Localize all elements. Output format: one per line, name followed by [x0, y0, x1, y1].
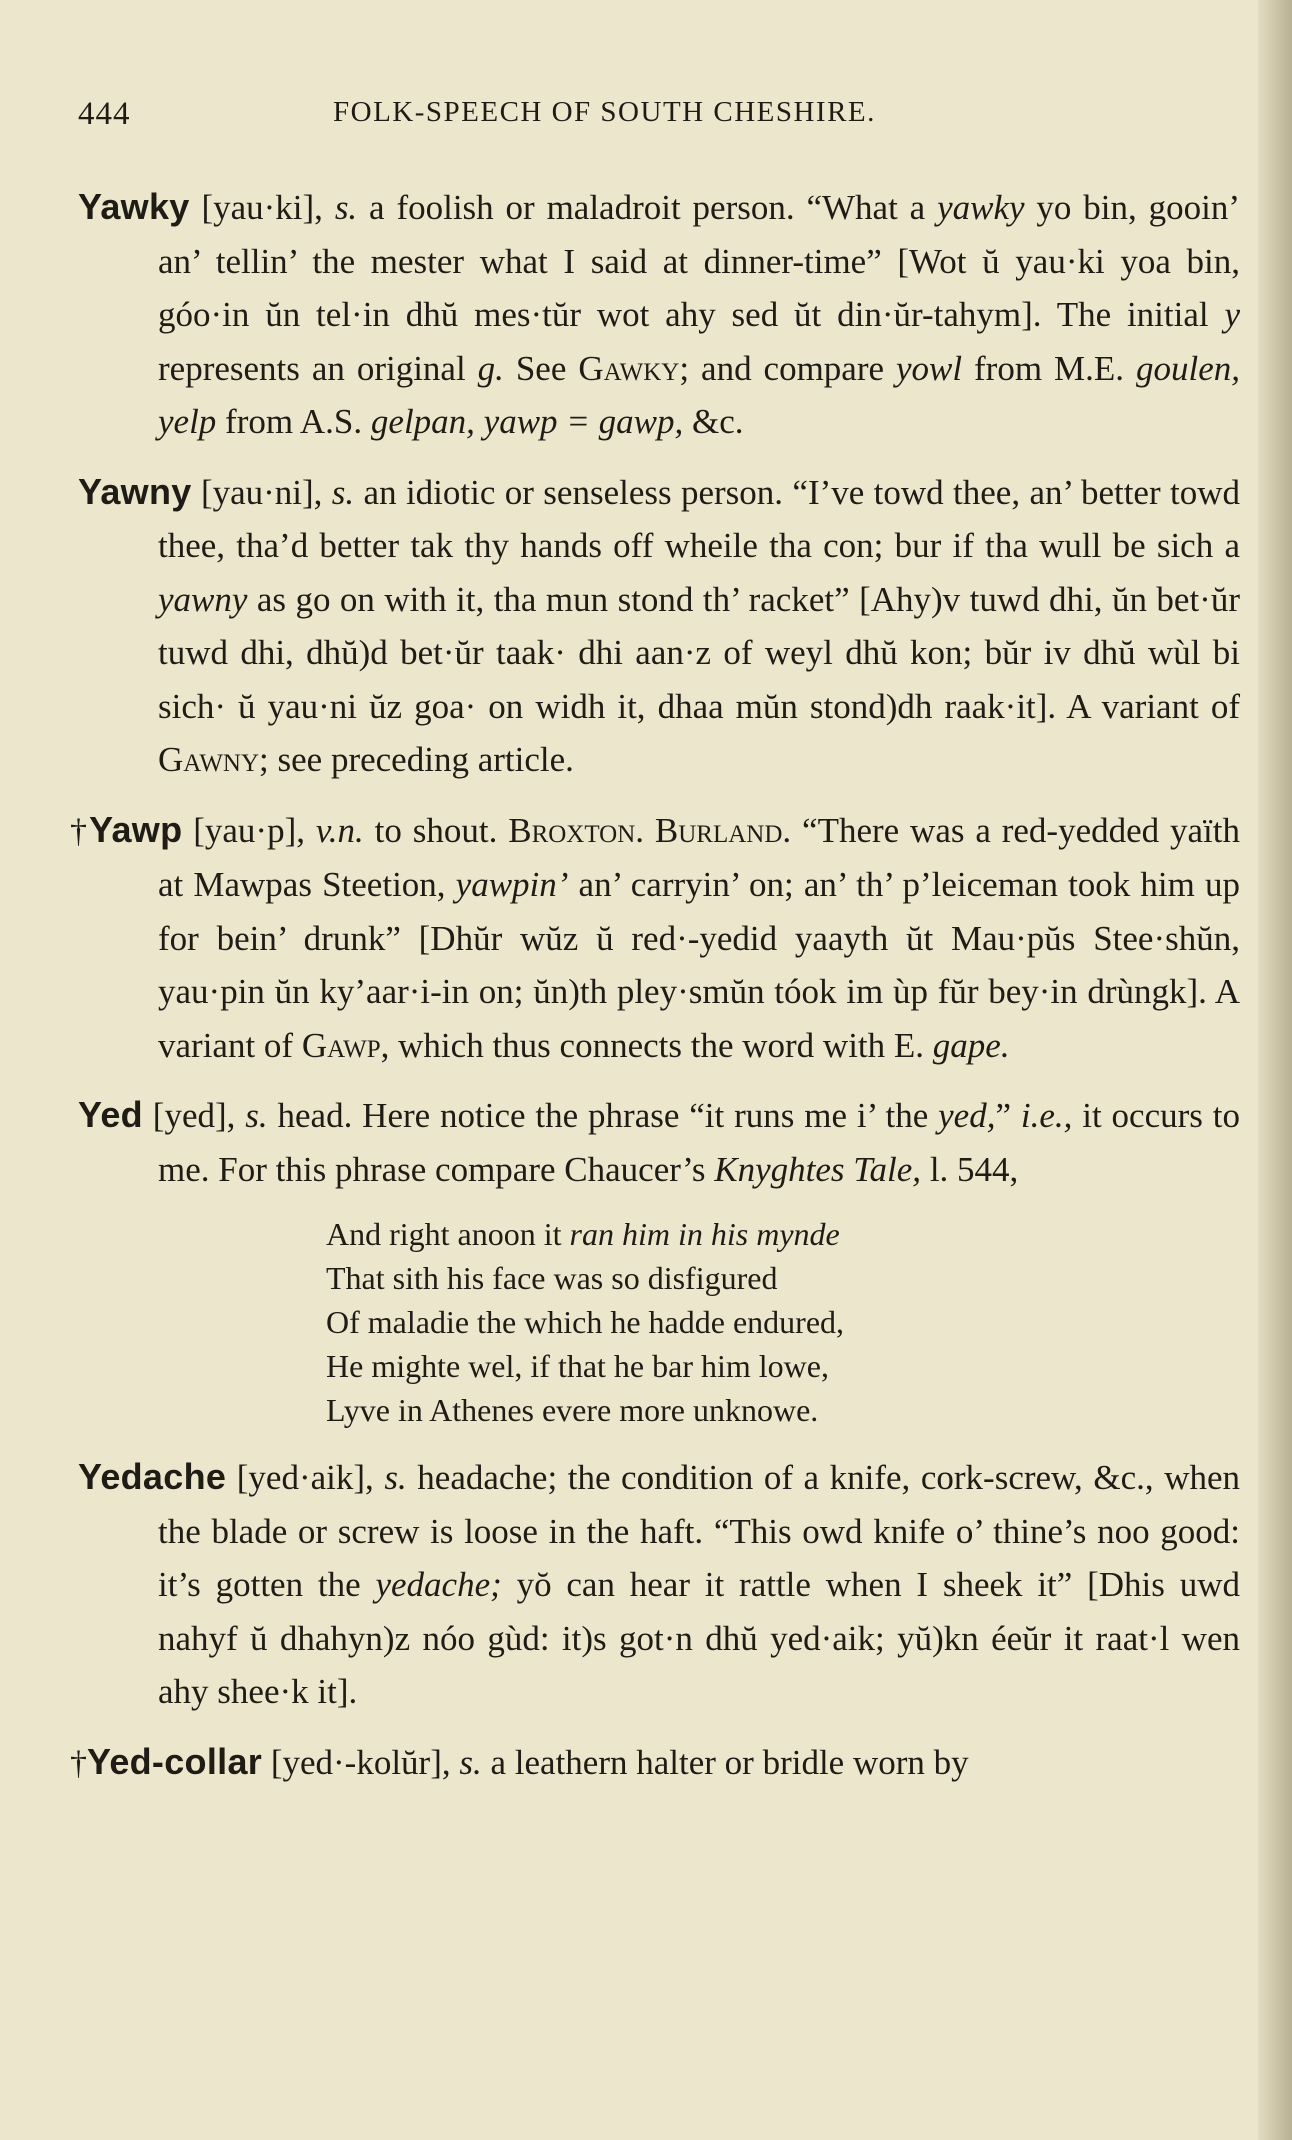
headword: Yed-collar	[87, 1740, 263, 1782]
headword: Yawky	[78, 186, 190, 227]
cross-reference: Gawny	[158, 740, 260, 779]
part-of-speech: s.	[459, 1742, 482, 1782]
dagger-mark: †	[70, 1744, 87, 1782]
work-title: Knyghtes Tale,	[714, 1149, 922, 1189]
part-of-speech: s.	[331, 472, 355, 512]
place-name: Burland.	[654, 810, 792, 850]
verse-line: Of maladie the which he hadde endured,	[326, 1304, 845, 1340]
verse-line: Lyve in Athenes evere more unknowe.	[326, 1392, 819, 1428]
verse-line: And right anoon it ran him in his mynde	[326, 1216, 840, 1252]
part-of-speech: v.n.	[315, 810, 364, 850]
cross-reference: Gawp	[301, 1025, 381, 1065]
part-of-speech: s.	[245, 1096, 268, 1135]
chaucer-quotation	[326, 1212, 1240, 1432]
entry-yedache: Yedache [yed·aik], s. headache; the condition of a knife, cork-screw, &c., when the blade or screw is loose in the haft. “This owd knife o’ thine’s noo good: it’s gotten the yedache; yŏ can hear it rattle when I sheek it” [Dhis uwd nahyf ŭ dhahyn)z nóo gùd: it)s got·n dhŭ yed·aik; yŭ)kn éeŭr it raat·l wen ahy shee·k it].	[78, 1456, 1240, 1711]
entry-yed-collar: †Yed-collar [yed·-kolŭr], s. a leathern halter or bridle worn by	[70, 1740, 969, 1782]
headword: Yed	[78, 1094, 143, 1135]
page-header	[78, 96, 1248, 136]
running-title: FOLK-SPEECH OF SOUTH CHESHIRE.	[333, 96, 876, 128]
page-edge	[1258, 0, 1292, 2140]
headword: Yawp	[89, 808, 183, 850]
dagger-mark: †	[70, 812, 90, 850]
verse-line: He mighte wel, if that he bar him lowe,	[326, 1348, 829, 1384]
headword: Yedache	[78, 1456, 227, 1497]
place-name: Broxton.	[508, 810, 645, 850]
entry-yawny: Yawny [yau·ni], s. an idiotic or senseless person. “I’ve towd thee, an’ better towd thee, tha’d better tak thy hands off wheile tha con; bur if tha wull be sich a yawny as go on with it, tha mun stond th’ racket” [Ahy)v tuwd dhi, ŭn bet·ŭr tuwd dhi, dhŭ)d bet·ŭr taak· dhi aan·z of weyl dhŭ kon; bŭr iv dhŭ wùl bi sich· ŭ yau·ni ŭz goa· on widh it, dhaa mŭn stond)dh raak·it]. A variant of Gawny; see preceding article.	[78, 470, 1240, 779]
part-of-speech: s.	[384, 1458, 407, 1497]
page-number: 444	[78, 96, 131, 132]
part-of-speech: s.	[334, 188, 358, 227]
cross-reference: Gawky	[578, 348, 680, 388]
entry-yawp: †Yawp [yau·p], v.n. to shout. Broxton. Burland. “There was a red-yedded yaïth at Mawpas Steetion, yawpin’ an’ carryin’ on; an’ th’ p’leiceman took him up for bein’ drunk” [Dhŭr wŭz ŭ red·-yedid yaayth ŭt Mau·pŭs Stee·shŭn, yau·pin ŭn ky’aar·i-in on; ŭn)th pley·smŭn tóok im ùp fŭr bey·in drùngk]. A variant of Gawp, which thus connects the word with E. gape.	[70, 808, 1240, 1065]
entry-yawky: Yawky [yau·ki], s. a foolish or maladroit person. “What a yawky yo bin, gooin’ an’ tellin’ the mester what I said at dinner-time” [Wot ŭ yau·ki yoa bin, góo·in ŭn tel·in dhŭ mes·tŭr wot ahy sed ŭt din·ŭr-tahym]. The initial y represents an original g. See Gawky; and compare yowl from M.E. goulen, yelp from A.S. gelpan, yawp = gawp, &c.	[78, 186, 1241, 441]
dictionary-body	[70, 180, 1241, 1806]
entry-yed: Yed [yed], s. head. Here notice the phrase “it runs me i’ the yed,” i.e., it occurs to me. For this phrase compare Chaucer’s Knyghtes Tale, l. 544,	[78, 1094, 1240, 1189]
verse-line: That sith his face was so disfigured	[326, 1260, 778, 1296]
headword: Yawny	[78, 470, 192, 512]
